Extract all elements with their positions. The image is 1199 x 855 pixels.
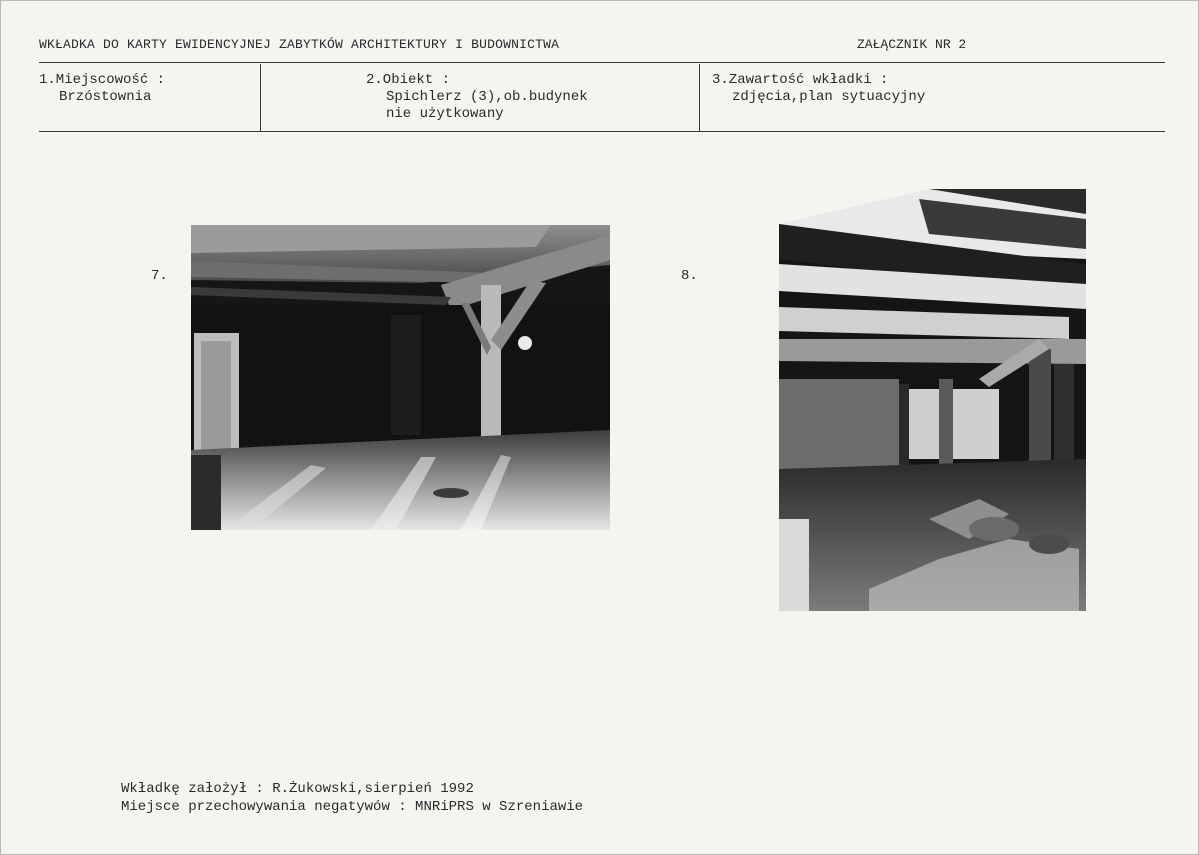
header-rule-top xyxy=(39,62,1165,63)
field-object-value-line2: nie użytkowany xyxy=(386,106,504,122)
field-contents-label: 3.Zawartość wkładki : xyxy=(712,72,889,88)
column-divider-2 xyxy=(699,64,700,131)
photo-granary-attic-8 xyxy=(779,189,1086,611)
field-object-label: 2.Obiekt : xyxy=(366,72,451,88)
photo-granary-interior-7 xyxy=(191,225,610,530)
field-locality xyxy=(39,72,165,106)
field-locality-value: Brzóstownia xyxy=(59,89,152,105)
column-divider-1 xyxy=(260,64,261,131)
field-object-value-line1: Spichlerz (3),ob.budynek xyxy=(386,89,588,105)
footer-negatives-location-line: Miejsce przechowywania negatywów : MNRiPRS w Szreniawie xyxy=(121,799,584,815)
footer xyxy=(121,780,583,816)
annex-number: ZAŁĄCZNIK NR 2 xyxy=(857,37,967,52)
photo-number-8: 8. xyxy=(681,268,698,284)
field-object xyxy=(366,72,588,123)
field-contents xyxy=(712,72,925,106)
footer-author-line: Wkładkę założył : R.Żukowski,sierpień 1992 xyxy=(121,781,474,797)
field-locality-label: 1.Miejscowość : xyxy=(39,72,166,88)
field-contents-value: zdjęcia,plan sytuacyjny xyxy=(732,89,926,105)
header-rule-bottom xyxy=(39,131,1165,132)
photo-number-7: 7. xyxy=(151,268,168,284)
document-title: WKŁADKA DO KARTY EWIDENCYJNEJ ZABYTKÓW ARCHITEKTURY I BUDOWNICTWA xyxy=(39,37,560,52)
